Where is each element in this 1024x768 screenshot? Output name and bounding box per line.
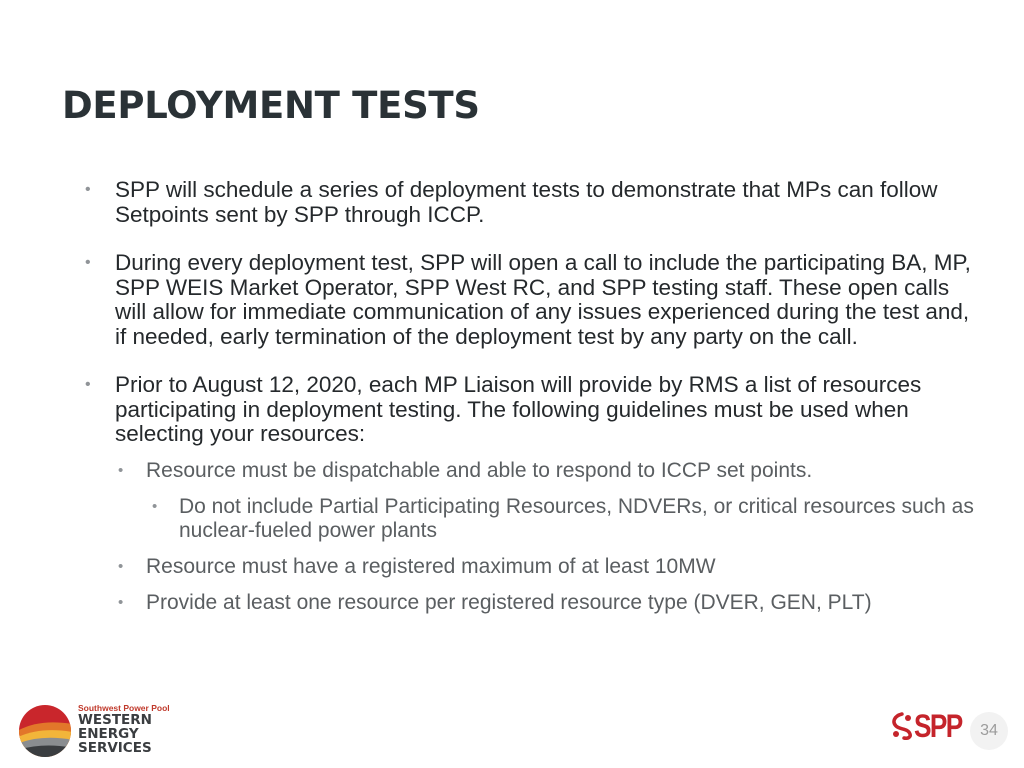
spp-swirl-icon	[890, 712, 914, 740]
spp-wordmark: SPP	[914, 708, 962, 744]
sub-bullet-item	[82, 459, 982, 483]
bullet-marker: •	[118, 593, 124, 611]
sub-bullet-text: Resource must be dispatchable and able to respond to ICCP set points.	[146, 458, 813, 482]
bullet-marker: •	[118, 557, 124, 575]
weis-sunrise-icon	[18, 703, 74, 759]
bullet-item	[82, 178, 982, 227]
weis-word-services: SERVICES	[78, 740, 152, 756]
bullet-text: Prior to August 12, 2020, each MP Liaison will provide by RMS a list of resources participating in deployment testing. The following guidelines must be used when selecting your resources:	[115, 372, 922, 446]
slide-title: DEPLOYMENT TESTS	[62, 84, 480, 127]
weis-org-name: Southwest Power Pool	[78, 703, 170, 713]
bullet-text: SPP will schedule a series of deployment tests to demonstrate that MPs can follow Setpoints sent by SPP through ICCP.	[115, 177, 938, 227]
sub-bullet-item	[82, 555, 982, 579]
bullet-marker: •	[152, 497, 158, 515]
bullet-item	[82, 251, 982, 349]
bullet-marker: •	[118, 461, 124, 479]
bullet-text: During every deployment test, SPP will open a call to include the participating BA, MP, SPP WEIS Market Operator, SPP West RC, and SPP testing staff. These open calls will allow for immediate communication of any issues experienced during the test and, if needed, early termination of the deployment test by any party on the call.	[115, 250, 971, 349]
weis-word-energy: ENERGY	[78, 726, 139, 742]
bullet-marker: •	[85, 376, 91, 393]
sub-sub-bullet-text: Do not include Partial Participating Resources, NDVERs, or critical resources such as nuclear-fueled power plants	[179, 494, 974, 542]
weis-logo	[18, 703, 168, 759]
sub-bullet-item	[82, 591, 982, 615]
bullet-marker: •	[85, 181, 91, 198]
sub-sub-bullet-item	[82, 495, 982, 543]
sub-bullet-text: Resource must have a registered maximum of at least 10MW	[146, 554, 716, 578]
weis-word-western: WESTERN	[78, 712, 152, 728]
sub-bullet-text: Provide at least one resource per registered resource type (DVER, GEN, PLT)	[146, 590, 872, 614]
bullet-item	[82, 373, 982, 447]
page-number-badge: 34	[970, 712, 1008, 750]
sub-bullet-group	[82, 459, 982, 615]
spp-logo	[890, 708, 962, 750]
bullet-marker: •	[85, 254, 91, 271]
bullet-list	[82, 178, 982, 627]
